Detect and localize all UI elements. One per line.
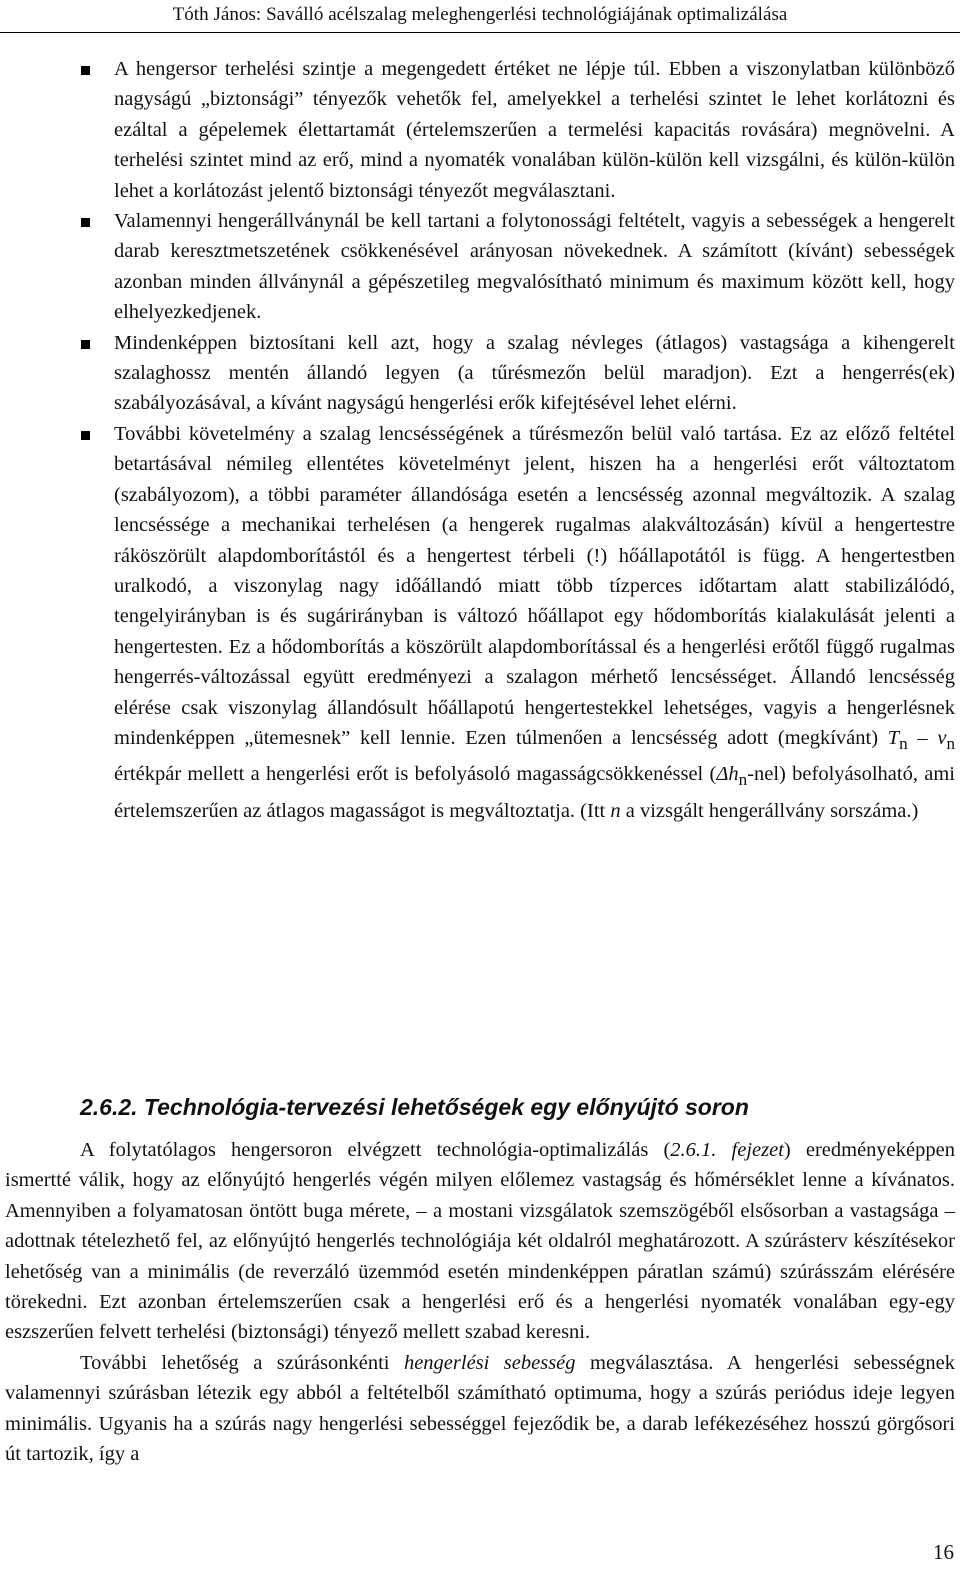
bullet-text-part: További követelmény a szalag lencsésségének a tűrésmezőn belül való tartása. Ez az előző feltétel betartásával némileg ellentétes követelményt jelent, hiszen ha a hengerlési erőt változtatom (szabályozom), a többi paraméter állandósága esetén a lencsésség azonnal megváltozik. A szalag lencséssége a mechanikai terhelésen (a hengerek rugalmas alakváltozásán) kívül a hengertestre ráköszörült alapdomborítástól és a hengertest térbeli (!) hőállapotától is függ. A hengertestben uralkodó, a viszonylag nagy időállandó miatt több tízperces időtartam alatt stabilizálódó, tengelyirányban is és sugárirányban is változó hőállapot egy hődomborítás kialakulását jelenti a hengertesten. Ez a hődomborítás a köszörült alapdomborítással és a hengerlési erőtől függő rugalmas hengerrés-változással együtt eredményezi a szalagon mérhető lencsésséget. Állandó lencsésség elérése csak viszonylag állandósult hőállapotú hengertestekkel lehetséges, vagyis a hengerlésnek mindenképpen „ütemesnek” kell lennie. Ezen túlmenően a lencsésség adott (megkívánt) [114, 422, 955, 749]
bullet-text [114, 419, 955, 826]
paragraph-part: A folytatólagos hengersoron elvégzett technológia-optimalizálás ( [80, 1139, 671, 1161]
paragraph [5, 1348, 955, 1470]
running-header: Tóth János: Saválló acélszalag meleghengerlési technológiájának optimalizálása [172, 4, 788, 25]
square-bullet-icon [81, 340, 90, 349]
bullet-text-part: -nel) befolyásolható, ami értelemszerűen az átlagos magasságot is megváltoztatja. (Itt [114, 763, 955, 822]
bullet-item [0, 328, 960, 419]
emphasized-term: hengerlési sebesség [403, 1351, 576, 1374]
chapter-reference: 2.6.1. fejezet [670, 1139, 784, 1161]
page-number: 16 [933, 1540, 954, 1564]
bullet-item [0, 419, 960, 826]
bullet-text: Valamennyi hengerállványnál be kell tartani a folytonossági feltételt, vagyis a sebességek a hengerelt darab keresztmetszetének csökkenésével arányosan növekednek. A számított (kívánt) sebességek azonban minden állványnál a gépészetileg megvalósítható minimum és maximum között kell, hogy elhelyezkedjenek. [114, 210, 955, 324]
square-bullet-icon [81, 66, 90, 75]
bullet-text: Mindenképpen biztosítani kell azt, hogy a szalag névleges (átlagos) vastagsága a kihengerelt szalaghossz mentén állandó legyen (a tűrésmezőn belül maradjon). Ezt a hengerrés(ek) szabályozásával, a kívánt nagyságú hengerlési erők kifejtésével lehet elérni. [114, 331, 955, 415]
section-heading: 2.6.2. Technológia-tervezési lehetőségek egy előnyújtó soron [80, 1094, 749, 1120]
bullet-item [0, 54, 960, 206]
paragraph [5, 1135, 955, 1348]
paragraph-part: megválasztása. A hengerlési sebességnek valamennyi szúrásban létezik egy abból a feltételből számítható optimuma, hogy a szúrás periódus ideje legyen minimális. Ugyanis ha a szúrás nagy hengerlési sebességgel fejeződik be, a darab lefékezéséhez hosszú görgősori út tartozik, így a [5, 1351, 956, 1466]
math-subscript: n [946, 734, 956, 754]
bullet-list [0, 54, 960, 826]
math-subscript: n [738, 770, 748, 790]
math-symbol-n: n [610, 799, 621, 822]
bullet-item [0, 206, 960, 328]
paragraph-part: További lehetőség a szúrásonkénti [80, 1351, 404, 1374]
header-rule [0, 32, 960, 33]
bullet-text-part: – [907, 726, 938, 749]
paragraph-part: ) eredményeképpen ismertté válik, hogy az előnyújtó hengerlés végén milyen előlemez vastagság és hőmérséklet lenne a kívánatos. Amennyiben a folyamatosan öntött buga mérete, – a mostani vizsgálatok szemszögéből elsősorban a vastagsága – adottnak tételezhető fel, az előnyújtó hengerlés technológiája két oldalról meghatározott. A szúrásterv készítésekor lehetőség van a minimális (de reverzáló üzemmód esetén mindenképpen páratlan számú) szúrásszám elérésére törekedni. Ezt azonban értelemszerűen csak a hengerlési erő és a hengerlési nyomaték vonalában egy-egy eszszerűen felvett terhelési (biztonsági) tényező mellett szabad keresni. [5, 1139, 955, 1344]
math-symbol-T: T [887, 726, 900, 749]
bullet-text: A hengersor terhelési szintje a megengedett értéket ne lépje túl. Ebben a viszonylatban különböző nagyságú „biztonsági” tényezők vehetők fel, amelyekkel a terhelési szintet le lehet korlátozni és ezáltal a gépelemek élettartamát (értelemszerűen a termelési kapacitás rovására) megnövelni. A terhelési szintet mind az erő, mind a nyomaték vonalában külön-külön kell vizsgálni, és külön-külön lehet a korlátozást jelentő biztonsági tényezőt megválasztani. [114, 58, 955, 202]
bullet-text-part: a vizsgált hengerállvány sorszáma.) [620, 799, 919, 822]
square-bullet-icon [81, 431, 90, 440]
bullet-text-part: értékpár mellett a hengerlési erőt is befolyásoló magasságcsökkenéssel ( [114, 763, 717, 786]
math-subscript: n [899, 734, 908, 754]
square-bullet-icon [81, 218, 90, 227]
body-text [5, 1135, 955, 1469]
math-symbol-v: v [937, 726, 947, 749]
math-symbol-delta-h: Δh [716, 763, 739, 786]
